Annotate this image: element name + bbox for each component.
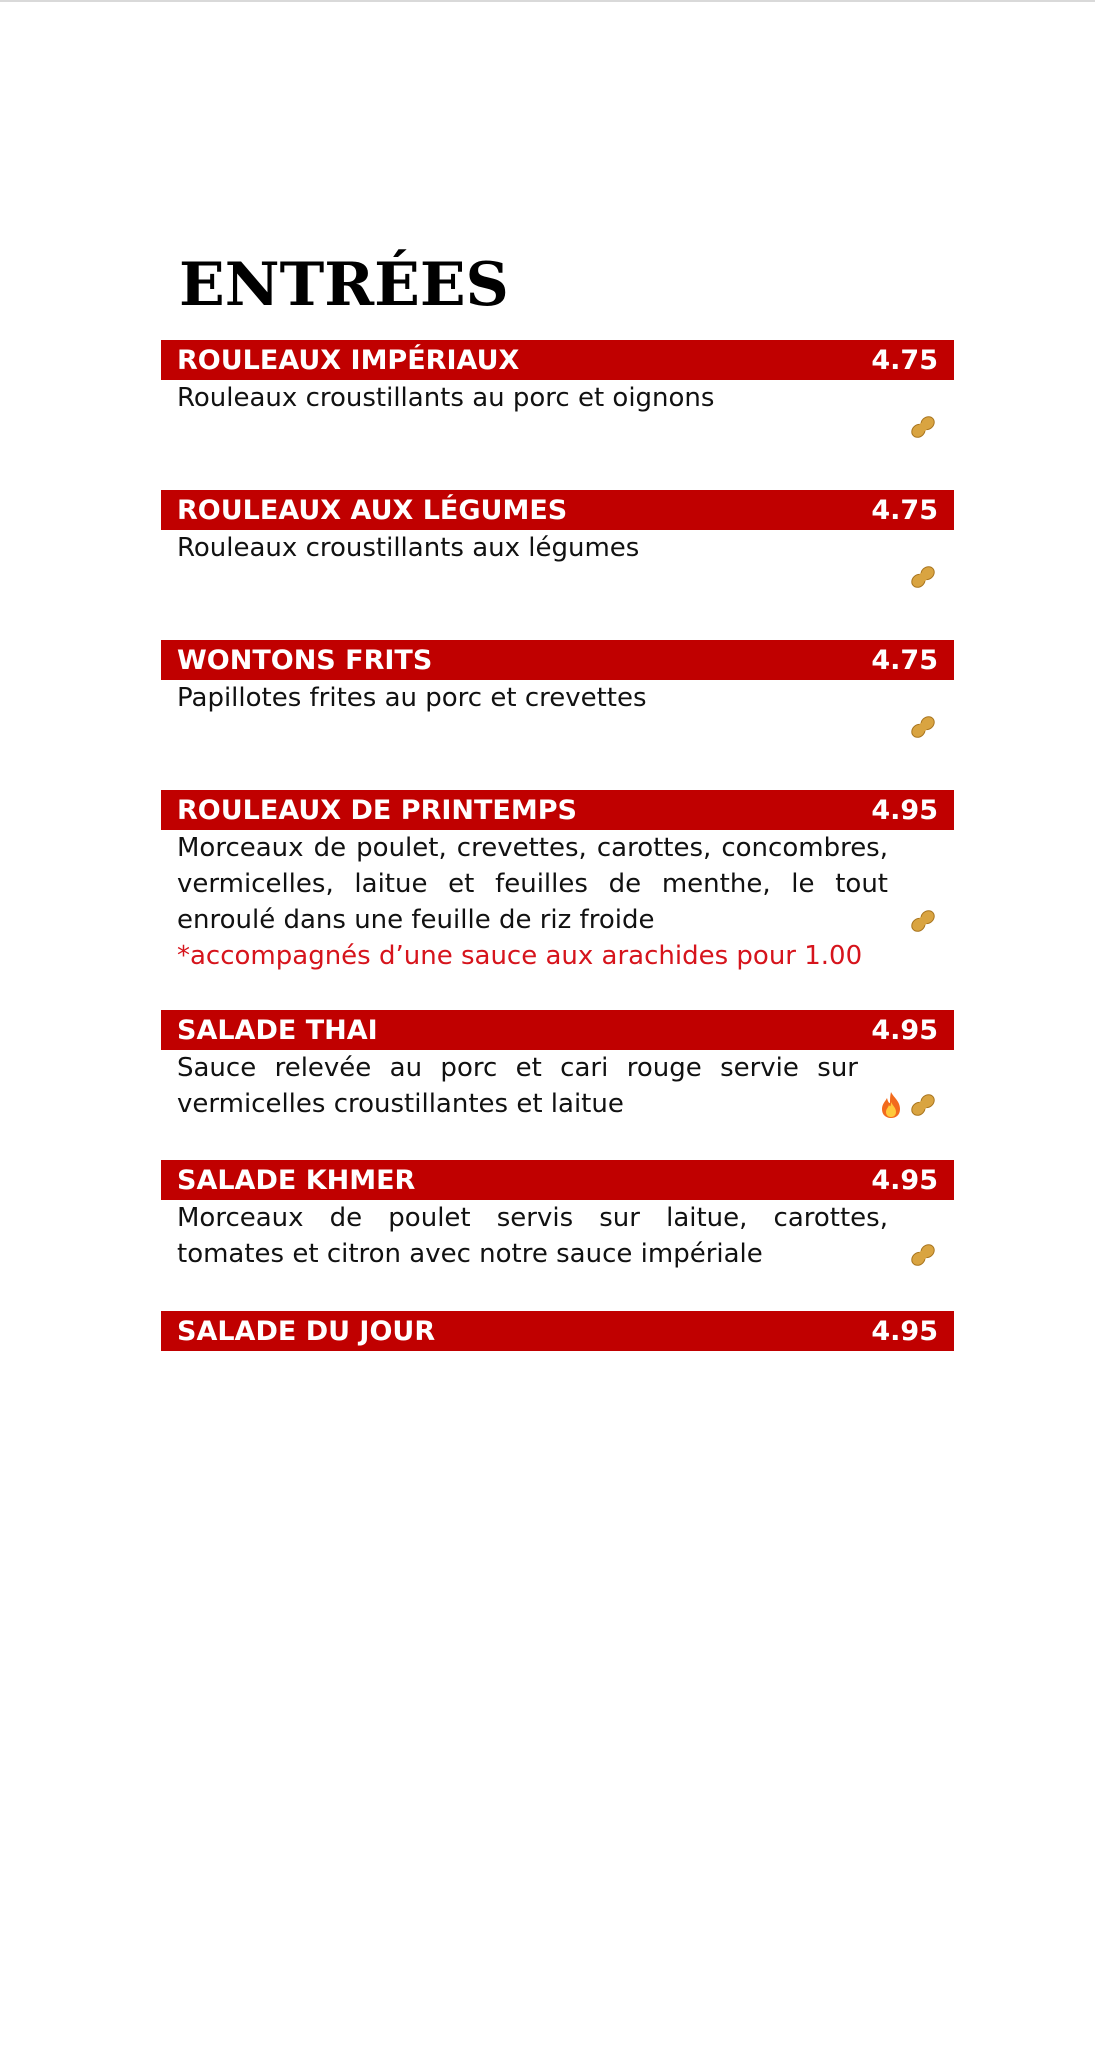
item-price: 4.95 [871,1014,938,1046]
top-rule [0,0,1095,2]
item-header [161,490,954,530]
item-icons [876,1090,938,1120]
item-header [161,1311,954,1351]
item-description: Rouleaux croustillants au porc et oignons [177,383,715,413]
item-name: SALADE DU JOUR [177,1315,436,1347]
item-icons [908,906,938,936]
item-price: 4.95 [871,1315,938,1347]
item-body [161,1200,954,1272]
fire-icon [876,1090,906,1120]
peanut-icon [908,906,938,936]
item-icons [908,1240,938,1270]
item-description: Sauce relevée au porc et cari rouge servie sur vermicelles croustillantes et laitue [177,1053,858,1119]
section-title: ENTRÉES [179,250,509,320]
peanut-icon [908,1090,938,1120]
peanut-icon [908,412,938,442]
item-body [161,1050,954,1122]
item-header [161,340,954,380]
item-body [161,530,954,602]
item-description: Papillotes frites au porc et crevettes [177,683,647,713]
item-description: Morceaux de poulet, crevettes, carottes, concombres, vermicelles, laitue et feuilles de menthe, le tout enroulé dans une feuille de riz froide [177,833,888,935]
peanut-icon [908,1240,938,1270]
menu-item [161,1010,954,1160]
item-name: ROULEAUX DE PRINTEMPS [177,794,577,826]
item-header [161,1010,954,1050]
item-name: WONTONS FRITS [177,644,433,676]
item-name: ROULEAUX IMPÉRIAUX [177,344,520,376]
peanut-icon [908,712,938,742]
item-price: 4.95 [871,794,938,826]
item-icons [908,562,938,592]
item-description: Morceaux de poulet servis sur laitue, carottes, tomates et citron avec notre sauce impériale [177,1203,888,1269]
item-name: SALADE KHMER [177,1164,416,1196]
item-price: 4.95 [871,1164,938,1196]
menu-item [161,340,954,490]
item-icons [908,712,938,742]
item-icons [908,412,938,442]
menu-item [161,640,954,790]
menu-item [161,1160,954,1311]
item-body [161,830,954,974]
item-description: Rouleaux croustillants aux légumes [177,533,640,563]
item-name: SALADE THAI [177,1014,378,1046]
item-header [161,1160,954,1200]
menu-item [161,790,954,1010]
item-header [161,790,954,830]
item-header [161,640,954,680]
item-price: 4.75 [871,494,938,526]
item-name: ROULEAUX AUX LÉGUMES [177,494,568,526]
menu-item [161,1311,954,1351]
item-body [161,380,954,452]
item-note: *accompagnés d’une sauce aux arachides pour 1.00 [177,941,863,971]
item-price: 4.75 [871,644,938,676]
menu [161,245,954,1351]
item-body [161,680,954,752]
item-price: 4.75 [871,344,938,376]
peanut-icon [908,562,938,592]
menu-item [161,490,954,640]
